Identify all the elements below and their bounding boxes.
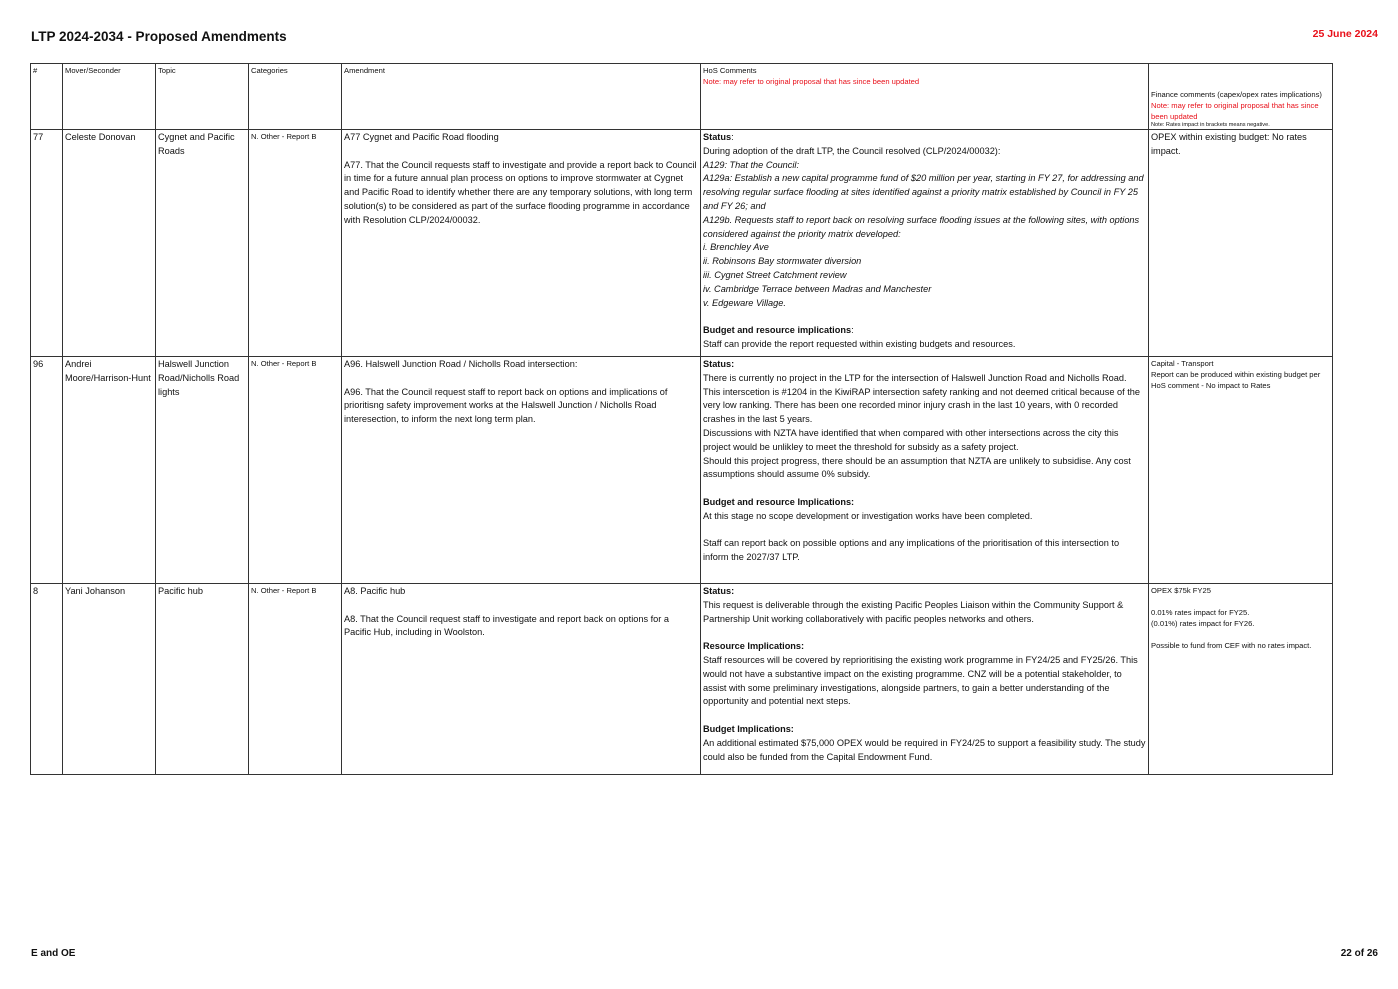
finance-line: (0.01%) rates impact for FY26. [1151,619,1255,628]
budget-text: Staff can provide the report requested within existing budgets and resources. [703,338,1016,349]
resolution-line: A129a: Establish a new capital programme fund of $20 million per year, starting in FY 27, for addressing and resolving regular surface flooding at sites identified against a priority matrix established by Council in FY 25 and FY 26; and [703,173,1144,211]
amendment-title: A96. Halswell Junction Road / Nicholls Road intersection: [344,359,578,369]
resolution-line: A129b. Requests staff to report back on resolving surface flooding issues at the following sites, with options considered against the priority matrix developed: [703,214,1140,239]
status-line: This interscetion is #1204 in the KiwiRAP intersection safety ranking and not deemed critical because of the very low ranking. There has been one recorded minor injury crash in the last 10 years, with 0 recorded crashes in the last 5 years. [703,386,1140,425]
status-line: Discussions with NZTA have identified that when compared with other intersections across the city this project would be unlikley to meet the threshold for subsidy as a safety project. [703,427,1119,452]
amendment-text: A96. That the Council request staff to report back on options and implications of prioritisng safety improvement works at the Halswell Junction / Nicholls Road interesection, to inform the next long term plan. [344,386,668,425]
status-label: Status: [703,359,735,369]
row-amendment [342,357,701,584]
budget-label: Budget Implications: [703,723,794,734]
document-title: LTP 2024-2034 - Proposed Amendments [31,29,287,44]
table-row [31,584,1333,775]
header-hos-comments [701,64,1149,130]
header-hos-comments-label: HoS Comments [703,66,757,75]
header-topic: Topic [156,64,249,130]
amendment-text: A77. That the Council requests staff to investigate and provide a report back to Council in time for a future annual plan process on options to improve stormwater at Cygnet and Pacific Road to identify whether there are any temporary solutions, with long term solution(s) to be considered as part of the surface flooding programme in accordance with Resolution CLP/2024/00032. [344,159,697,225]
row-topic: Halswell Junction Road/Nicholls Road lights [156,357,249,584]
table-header-row [31,64,1333,130]
header-hos-note: Note: may refer to original proposal that has since been updated [703,77,920,86]
amendment-title: A8. Pacific hub [344,586,406,596]
resolution-line: v. Edgeware Village. [703,297,786,308]
row-mover: Celeste Donovan [63,130,156,357]
budget-text: An additional estimated $75,000 OPEX would be required in FY24/25 to support a feasibility study. The study could also be funded from the Capital Endowment Fund. [703,737,1146,762]
row-amendment [342,130,701,357]
finance-line: Possible to fund from CEF with no rates impact. [1151,641,1312,650]
row-finance-comment: OPEX within existing budget: No rates impact. [1149,130,1333,357]
row-number: 96 [31,357,63,584]
budget-text-2: Staff can report back on possible options and any implications of the prioritisation of this intersection to inform the 2027/37 LTP. [703,538,1120,563]
row-finance-comment [1149,584,1333,775]
status-label: Status [703,132,732,142]
amendment-text: A8. That the Council request staff to investigate and report back on options for a Pacific Hub, including in Woolston. [344,613,669,638]
row-topic: Pacific hub [156,584,249,775]
table-row [31,357,1333,584]
table-row [31,130,1333,357]
finance-line: 0.01% rates impact for FY25. [1151,608,1250,617]
status-line: Should this project progress, there should be an assumption that NZTA are unlikely to subsidise. Any cost assumptions should assume 0% subsidy. [703,455,1131,480]
document-date: 25 June 2024 [1312,28,1378,40]
header-categories: Categories [249,64,342,130]
finance-line: Capital - Transport [1151,359,1214,368]
header-finance-subnote: Note: Rates impact in brackets means negative. [1151,122,1270,128]
row-finance-comment [1149,357,1333,584]
header-finance-note: Note: may refer to original proposal that has since been updated [1151,101,1319,121]
resolution-line: i. Brenchley Ave [703,242,769,253]
page-number: 22 of 26 [1340,948,1378,959]
row-category: N. Other - Report B [249,130,342,357]
status-line: There is currently no project in the LTP for the intersection of Halswell Junction Road and Nicholls Road. [703,372,1127,383]
budget-text: At this stage no scope development or investigation works have been completed. [703,510,1033,521]
header-amendment: Amendment [342,64,701,130]
header-number: # [31,64,63,130]
resolution-line: iv. Cambridge Terrace between Madras and Manchester [703,283,932,294]
row-mover: Andrei Moore/Harrison-Hunt [63,357,156,584]
row-number: 8 [31,584,63,775]
row-hos-comment: Status: During adoption of the draft LTP, the Council resolved (CLP/2024/00032): A129: That the Council: A129a: Establish a new capital programme fund of $20 million per year, starting in FY 27, for addressing and resolving regular surface flooding at sites identified against a priority matrix established by Council in FY 25 and FY 26; and A129b. Requests staff to report back on resolving surface flooding issues at the following sites, with options considered against the priority matrix developed: i. Brenchley Ave ii. Robinsons Bay stormwater diversion iii. Cygnet Street Catchment review iv. Cambridge Terrace between Madras and Manchester v. Edgeware Village. Budget and resource implications: Staff can provide the report requested within existing budgets and resources. [701,130,1149,357]
resolution-line: A129: That the Council: [703,159,800,170]
row-topic: Cygnet and Pacific Roads [156,130,249,357]
resolution-line: iii. Cygnet Street Catchment review [703,269,847,280]
row-category: N. Other - Report B [249,357,342,584]
row-hos-comment [701,357,1149,584]
status-label: Status: [703,586,735,596]
amendment-title: A77 Cygnet and Pacific Road flooding [344,132,499,142]
budget-label: Budget and resource Implications: [703,496,855,507]
row-number: 77 [31,130,63,357]
row-mover: Yani Johanson [63,584,156,775]
finance-line: OPEX $75k FY25 [1151,586,1211,595]
header-finance-label: Finance comments (capex/opex rates implications) [1151,90,1322,99]
row-category: N. Other - Report B [249,584,342,775]
row-amendment [342,584,701,775]
header-finance-comments [1149,64,1333,130]
resource-label: Resource Implications: [703,641,805,652]
status-intro: During adoption of the draft LTP, the Council resolved (CLP/2024/00032): [703,145,1001,156]
footer-disclaimer: E and OE [31,948,76,959]
amendments-table [30,63,1333,775]
resolution-line: ii. Robinsons Bay stormwater diversion [703,256,862,267]
header-mover: Mover/Seconder [63,64,156,130]
status-text: This request is deliverable through the existing Pacific Peoples Liaison within the Community Support & Partnership Unit working collaboratively with pacific peoples networks and others. [703,599,1124,624]
budget-label: Budget and resource implications [703,325,852,336]
finance-line: Report can be produced within existing budget per HoS comment - No impact to Rates [1151,370,1321,390]
resource-text: Staff resources will be covered by reprioritising the existing work programme in FY24/25 and FY25/26. This would not have a substantive impact on the existing programme. CNZ will be a potential stakeholder, to assist with some preliminary investigations, alongside partners, to gain a better understanding of the opportunity and potential next steps. [703,654,1138,707]
row-hos-comment [701,584,1149,775]
